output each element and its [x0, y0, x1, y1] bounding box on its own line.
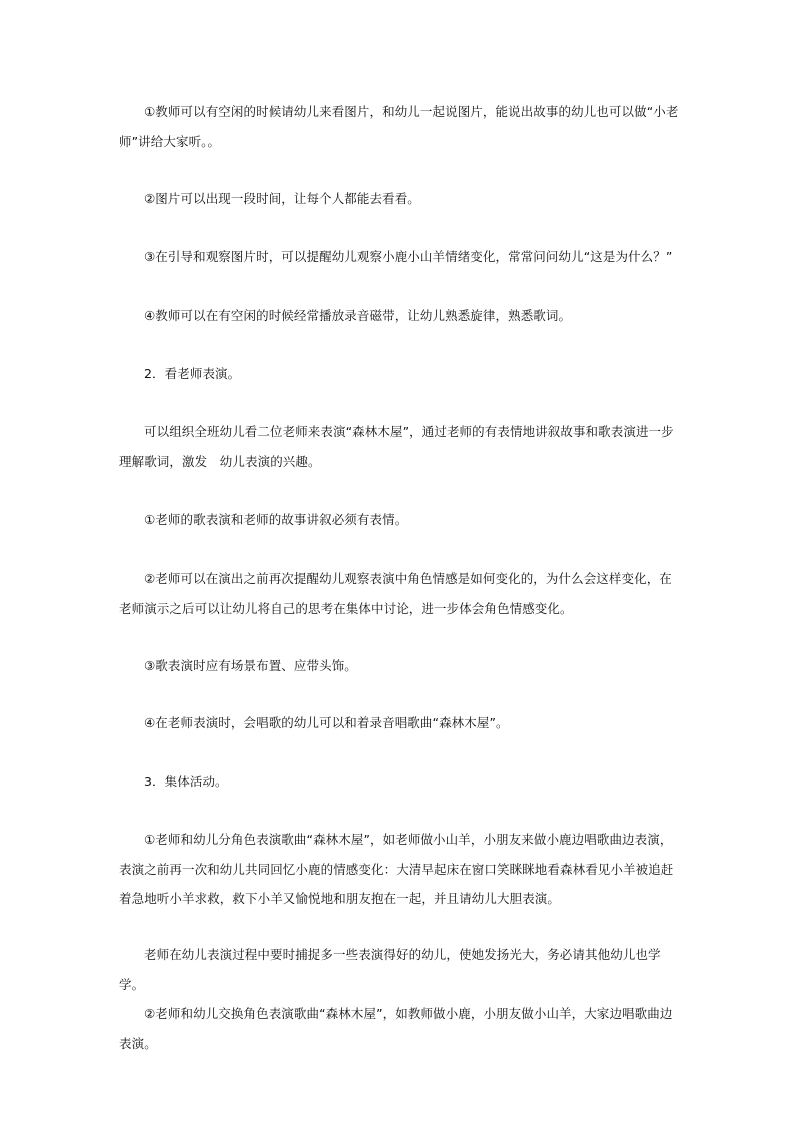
paragraph-4: ④教师可以在有空闲的时候经常播放录音磁带，让幼儿熟悉旋律，熟悉歌词。: [144, 308, 572, 323]
paragraph-11: 老师在幼儿表演过程中要时捕捉多一些表演得好的幼儿，使她发扬光大，务必请其他幼儿也学学。: [119, 947, 661, 992]
paragraph-2: ②图片可以出现一段时间，让每个人都能去看看。: [144, 191, 420, 206]
paragraph-7: ②老师可以在演出之前再次提醒幼儿观察表演中角色情感是如何变化的，为什么会这样变化，在老师演示之后可以让幼儿将自己的思考在集体中讨论，进一步体会角色情感变化。: [119, 571, 672, 616]
paragraph-5: 可以组织全班幼儿看二位老师来表演“森林木屋”，通过老师的有表情地讲叙故事和歌表演进一步理解歌词，激发 幼儿表演的兴趣。: [119, 424, 674, 469]
section-heading-3: 3．集体活动。: [144, 774, 228, 789]
paragraph-12: ②老师和幼儿交换角色表演歌曲“森林木屋”，如教师做小鹿，小朋友做小山羊，大家边唱歌曲边表演。: [119, 1006, 673, 1051]
paragraph-10: ①老师和幼儿分角色表演歌曲“森林木屋”，如老师做小山羊，小朋友来做小鹿边唱歌曲边表演，表演之前再一次和幼儿共同回忆小鹿的情感变化：大清早起床在窗口笑眯眯地看森林看见小羊被追赶着急地听小羊求救，救下小羊又愉悦地和朋友抱在一起，并且请幼儿大胆表演。: [119, 832, 674, 906]
paragraph-1: ①教师可以有空闲的时候请幼儿来看图片，和幼儿一起说图片，能说出故事的幼儿也可以做“小老师”讲给大家听。。: [119, 104, 679, 149]
paragraph-3: ③在引导和观察图片时，可以提醒幼儿观察小鹿小山羊情绪变化，常常问问幼儿“这是为什么？”: [144, 249, 673, 264]
paragraph-8: ③歌表演时应有场景布置、应带头饰。: [144, 658, 357, 673]
paragraph-9: ④在老师表演时，会唱歌的幼儿可以和着录音唱歌曲“森林木屋”。: [144, 715, 509, 730]
paragraph-6: ①老师的歌表演和老师的故事讲叙必须有表情。: [144, 512, 408, 527]
section-heading-2: 2．看老师表演。: [144, 366, 241, 381]
